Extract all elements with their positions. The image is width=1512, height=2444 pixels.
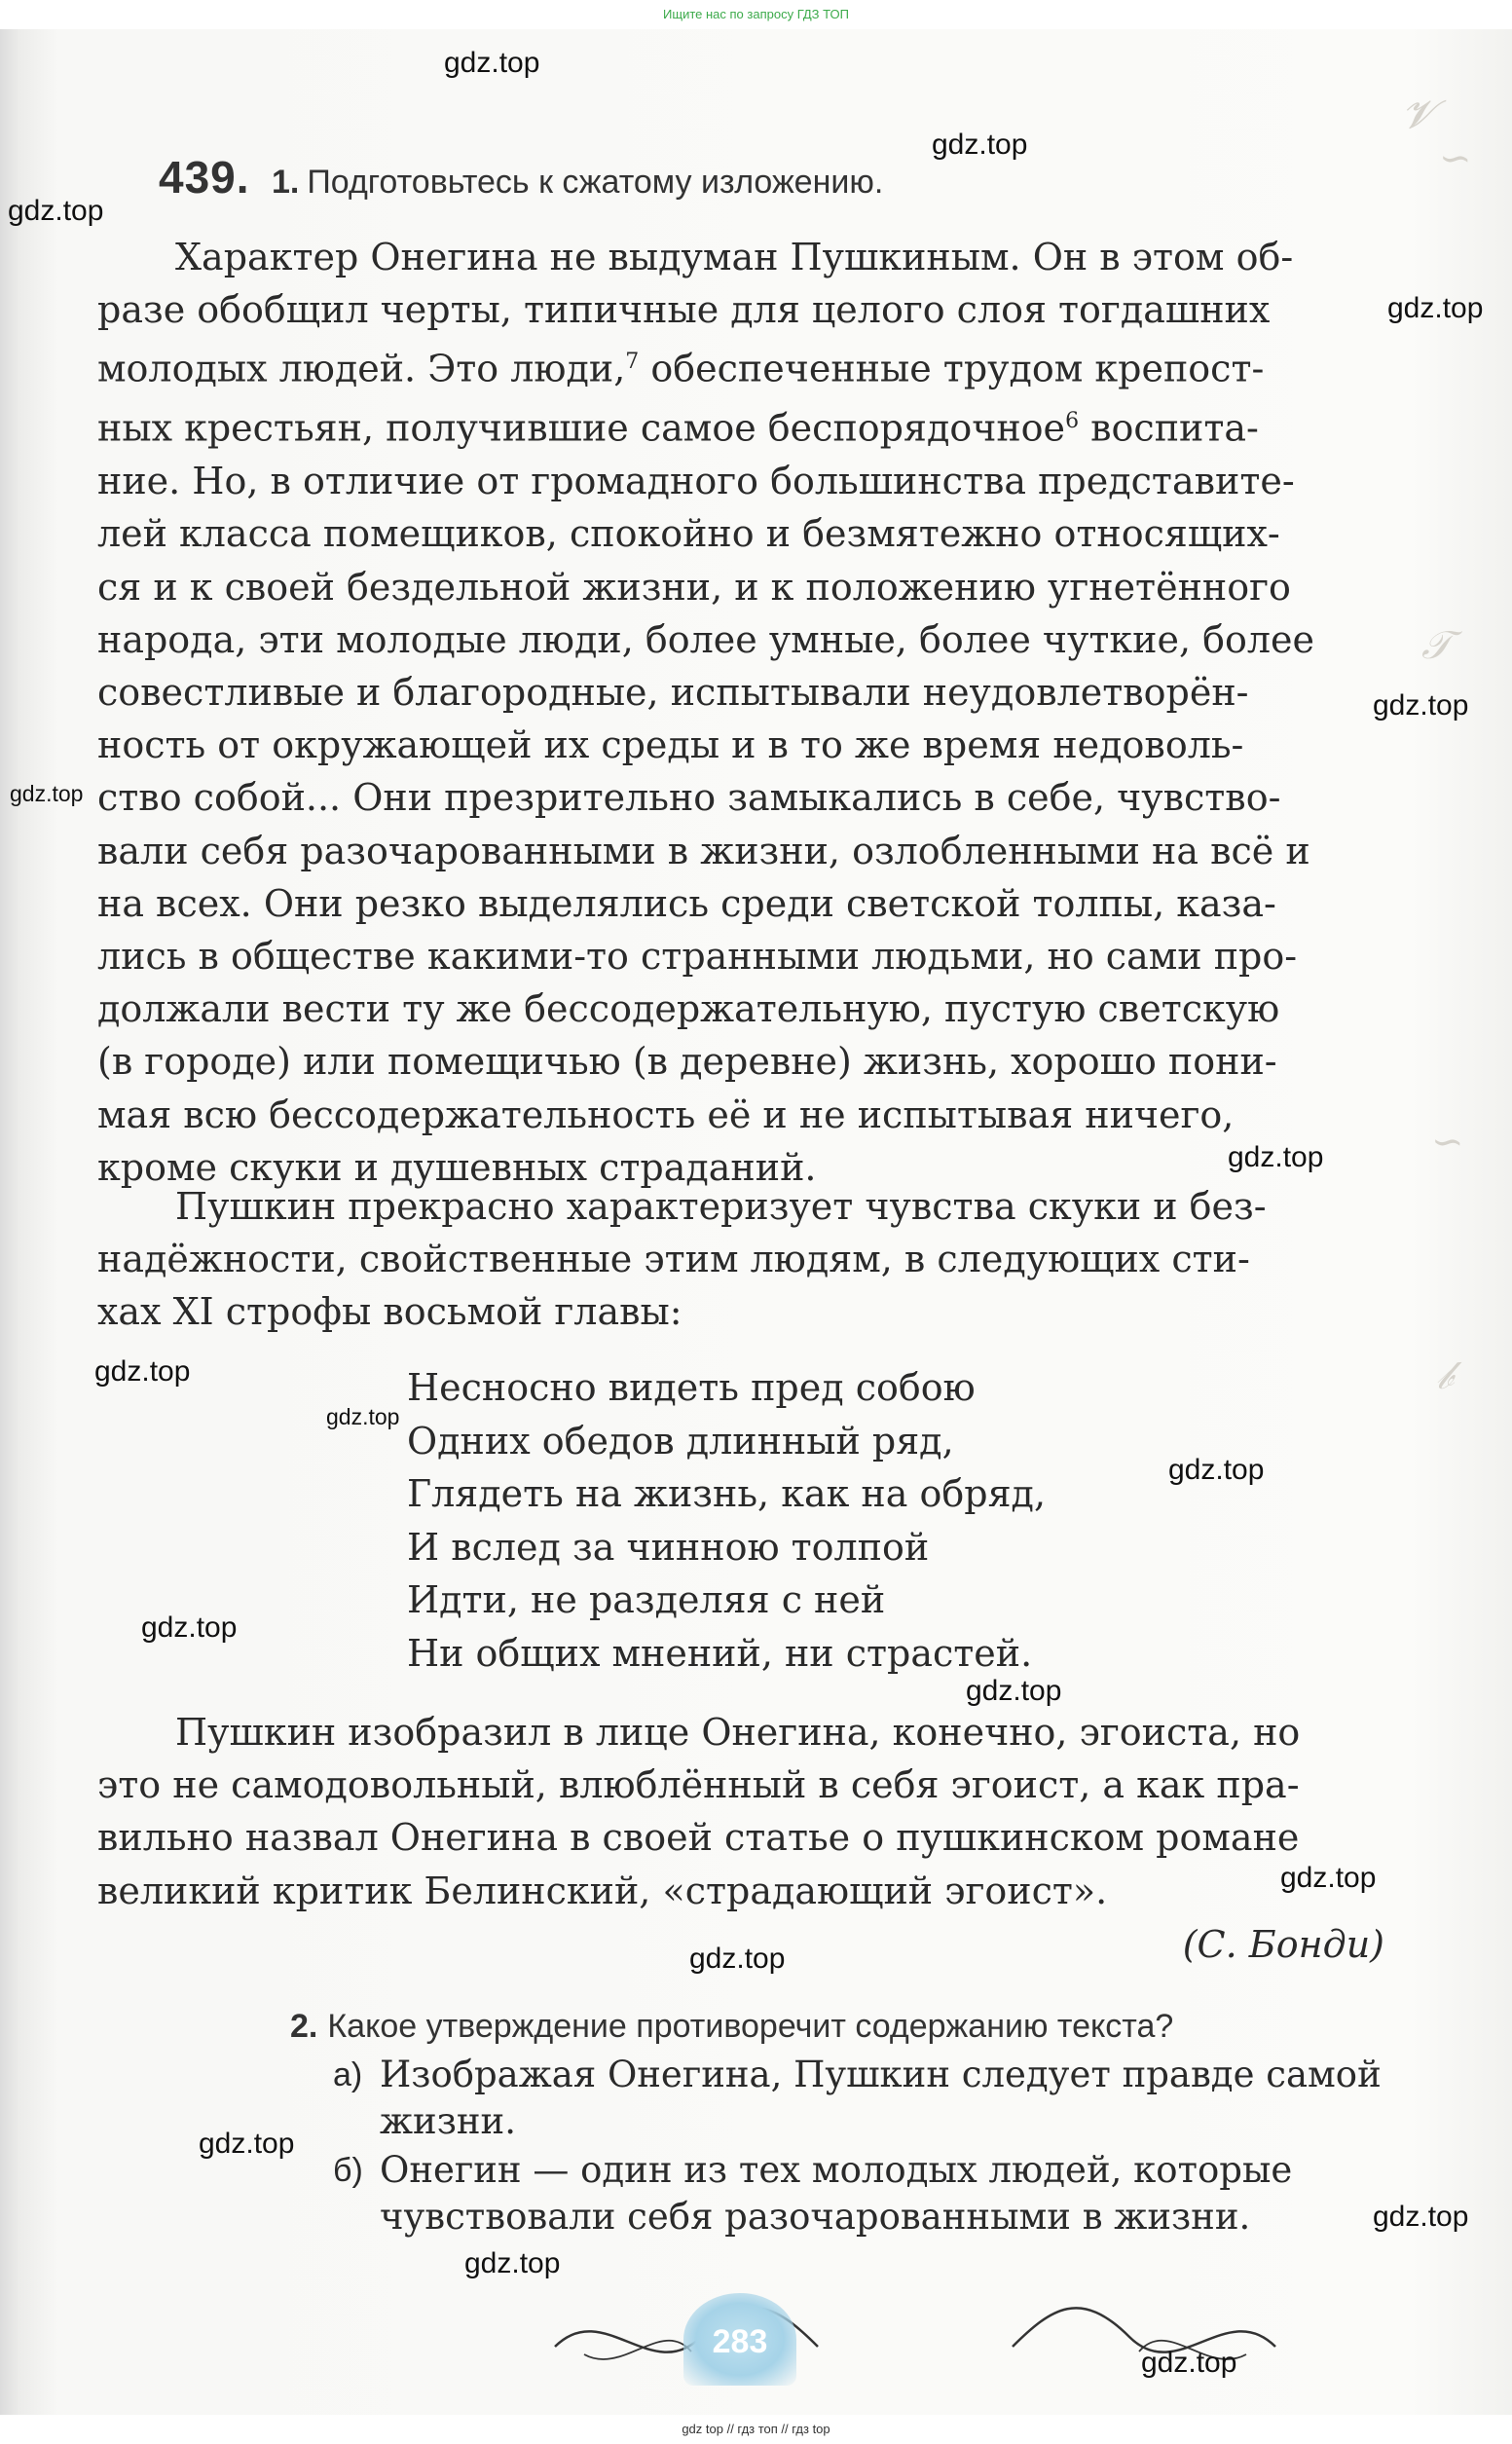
watermark: gdz.top [1228, 1141, 1324, 1173]
paragraph-3 [97, 1706, 1384, 1917]
poem-line: Глядеть на жизнь, как на обряд, [407, 1472, 1047, 1515]
text-line: мая всю бессодержательность её и не испытывая ничего, [97, 1092, 1235, 1136]
text-line: надёжности, свойственные этим людям, в следующих сти- [97, 1238, 1250, 1281]
text-line: великий критик Белинский, «страдающий эгоист». [97, 1869, 1108, 1912]
watermark: gdz.top [689, 1943, 786, 1975]
poem-line: Ни общих мнений, ни страстей. [407, 1631, 1033, 1675]
margin-handwriting-2: ∽ [1439, 136, 1472, 181]
margin-handwriting-3: 𝒯 [1421, 623, 1452, 668]
task-sub-number: 1. [271, 164, 300, 201]
option-a [333, 2052, 1384, 2145]
text-line: лей класса помещиков, спокойно и безмятежно относящих- [97, 512, 1280, 556]
paragraph-2 [97, 1180, 1384, 1339]
bottom-banner [0, 2415, 1512, 2444]
option-b [333, 2147, 1384, 2240]
watermark: gdz.top [464, 2247, 561, 2279]
top-banner [0, 0, 1512, 29]
watermark: gdz.top [94, 1355, 191, 1388]
question-number: 2. [290, 2008, 318, 2045]
margin-handwriting-1: 𝓥 [1402, 93, 1435, 137]
poem-line: Одних обедов длинный ряд, [407, 1419, 954, 1463]
task-instruction [272, 164, 883, 201]
text-line: ность от окружающей их среды и в то же время недоволь- [97, 723, 1244, 767]
top-banner-text: Ищите нас по запросу ГДЗ ТОП [663, 7, 849, 21]
text-line: должали вести ту же бессодержательную, пустую светскую [97, 987, 1280, 1031]
text-line: совестливые и благородные, испытывали неудовлетворён- [97, 670, 1249, 714]
watermark: gdz.top [10, 781, 84, 806]
watermark: gdz.top [199, 2128, 295, 2160]
text-line: на всех. Они резко выделялись среди светской толпы, каза- [97, 881, 1276, 925]
option-label: б) [333, 2152, 363, 2189]
task-header [159, 151, 883, 204]
text-line: народа, эти молодые люди, более умные, более чуткие, более [97, 617, 1315, 661]
margin-handwriting-4: ∽ [1431, 1120, 1464, 1165]
option-line: жизни. [380, 2100, 516, 2142]
poem-line: И вслед за чинною толпой [407, 1525, 930, 1569]
text-line: хах XI строфы восьмой главы: [97, 1290, 682, 1334]
watermark: gdz.top [1141, 2347, 1237, 2379]
text-line: ство собой... Они презрительно замыкались в себе, чувство- [97, 776, 1281, 820]
option-line: чувствовали себя разочарованными в жизни. [380, 2196, 1251, 2238]
text-line: вильно назвал Онегина в своей статье о пушкинском романе [97, 1816, 1300, 1860]
footnote-mark: 6 [1065, 409, 1080, 434]
poem-quote [407, 1361, 1046, 1680]
margin-handwriting-5: 𝒷 [1436, 1353, 1454, 1398]
text-line: это не самодовольный, влюблённый в себя эгоист, а как пра- [97, 1763, 1300, 1807]
footnote-mark: 7 [625, 350, 640, 375]
text-line: Характер Онегина не выдуман Пушкиным. Он в этом об- [175, 236, 1294, 278]
text-line: ных крестьян, получившие самое беспорядочное$^6$ воспита- [97, 406, 1259, 450]
paragraph-1 [97, 231, 1384, 1194]
watermark: gdz.top [8, 195, 104, 227]
task-number: 439. [159, 152, 250, 203]
text-line: лись в обществе какими-то странными людьми, но сами про- [97, 934, 1298, 978]
watermark: gdz.top [1387, 292, 1484, 324]
option-line: Изображая Онегина, Пушкин следует правде самой [380, 2054, 1382, 2095]
text-line: Пушкин изобразил в лице Онегина, конечно, эгоиста, но [175, 1711, 1301, 1754]
watermark: gdz.top [444, 47, 540, 79]
watermark: gdz.top [1280, 1862, 1377, 1894]
text-line: ся и к своей бездельной жизни, и к положению угнетённого [97, 565, 1291, 609]
text-line: (в городе) или помещичью (в деревне) жизнь, хорошо пони- [97, 1040, 1277, 1084]
poem-line: Несносно видеть пред собою [407, 1366, 976, 1409]
watermark: gdz.top [1373, 2201, 1469, 2233]
option-label: а) [333, 2056, 363, 2093]
author-attribution: (С. Бонди) [1182, 1923, 1384, 1966]
watermark: gdz.top [141, 1611, 238, 1644]
text-line: молодых людей. Это люди,$^7$ обеспеченные трудом крепост- [97, 348, 1265, 391]
text-line: разе обобщил черты, типичные для целого слоя тогдашних [97, 288, 1271, 332]
question-2 [290, 2008, 1173, 2046]
option-line: Онегин — один из тех молодых людей, которые [380, 2149, 1293, 2191]
page-number: 283 [683, 2293, 796, 2386]
poem-line: Идти, не разделяя с ней [407, 1578, 886, 1621]
watermark: gdz.top [1168, 1454, 1265, 1486]
text-line: ние. Но, в отличие от громадного большинства представите- [97, 460, 1295, 503]
text-line: вали себя разочарованными в жизни, озлобленными на всё и [97, 829, 1310, 872]
watermark: gdz.top [932, 129, 1028, 161]
task-sub-text: Подготовьтесь к сжатому изложению. [307, 164, 884, 201]
text-line: Пушкин прекрасно характеризует чувства скуки и без- [175, 1185, 1267, 1228]
watermark: gdz.top [1373, 689, 1469, 722]
text-line: кроме скуки и душевных страданий. [97, 1145, 817, 1189]
watermark: gdz.top [966, 1675, 1062, 1707]
question-text: Какое утверждение противоречит содержанию текста? [327, 2008, 1174, 2045]
watermark: gdz.top [326, 1404, 400, 1429]
bottom-banner-text: gdz top // гдз топ // гдз top [682, 2422, 830, 2436]
